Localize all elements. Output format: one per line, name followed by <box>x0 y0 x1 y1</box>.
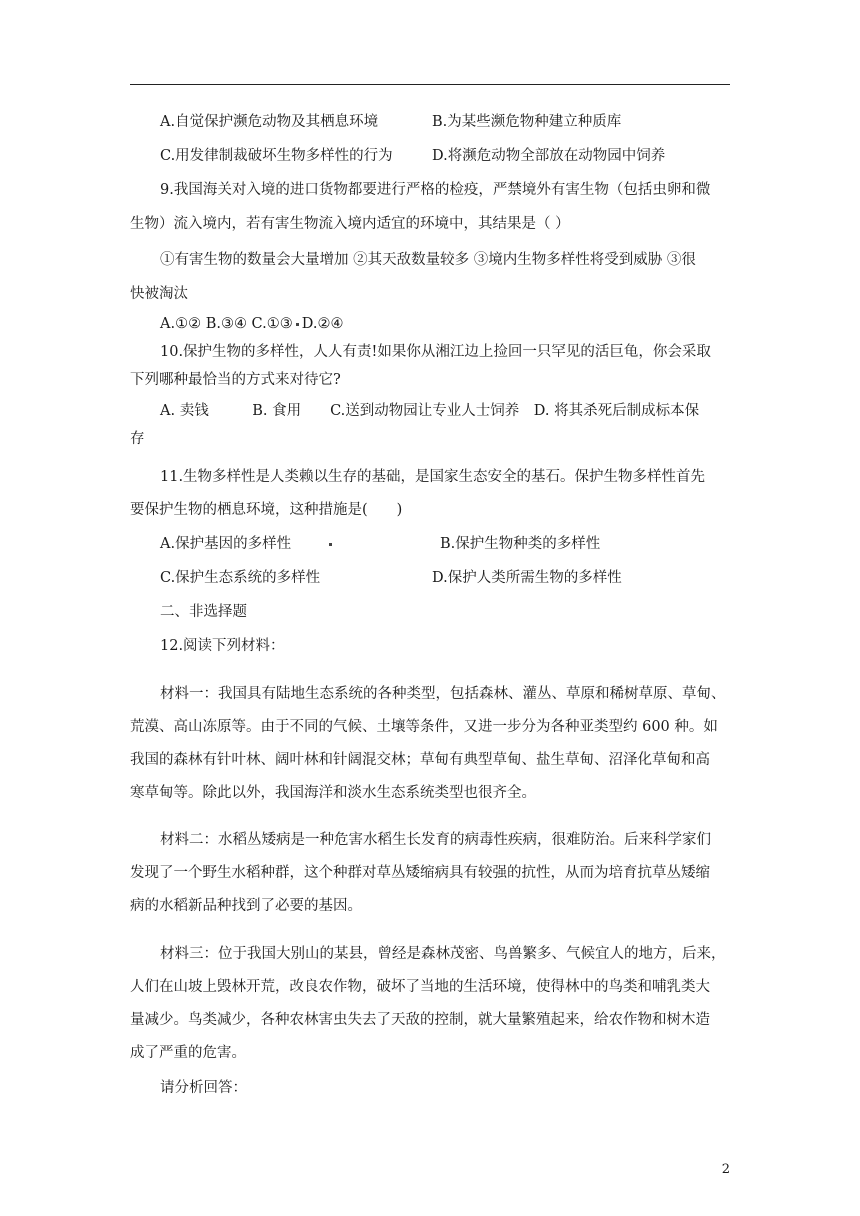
material3-line: 人们在山坡上毁林开荒，改良农作物，破坏了当地的生活环境，使得林中的鸟类和哺乳类大 <box>130 979 710 995</box>
q9-options <box>160 314 343 334</box>
q9-stem-line1: 9.我国海关对入境的进口货物都要进行严格的检疫，严禁境外有害生物（包括虫卵和微 <box>160 182 711 198</box>
material2-line: 材料二：水稻丛矮病是一种危害水稻生长发育的病毒性疾病，很难防治。后来科学家们 <box>160 832 711 848</box>
stray-mark <box>296 323 299 326</box>
q8-option-a: A.自觉保护濒危动物及其栖息环境 <box>160 114 379 130</box>
q9-stem-line2: 生物）流入境内，若有害生物流入境内适宜的环境中，其结果是（ ） <box>130 216 570 232</box>
q11-option-c: C.保护生态系统的多样性 <box>160 570 321 586</box>
q12-title: 12.阅读下列材料： <box>160 638 285 654</box>
q11-option-a: A.保护基因的多样性 <box>160 536 292 552</box>
q11-stem-line1: 11.生物多样性是人类赖以生存的基础，是国家生态安全的基石。保护生物多样性首先 <box>160 469 706 485</box>
q8-option-c: C.用发律制裁破坏生物多样性的行为 <box>160 148 393 164</box>
q11-option-d: D.保护人类所需生物的多样性 <box>432 570 622 586</box>
material1-line: 寒草甸等。除此以外，我国海洋和淡水生态系统类型也很齐全。 <box>130 785 536 801</box>
q11-option-b: B.保护生物种类的多样性 <box>440 536 601 552</box>
stray-mark <box>329 543 332 546</box>
q8-option-b: B.为某些濒危物种建立种质库 <box>432 114 622 130</box>
material2-line: 发现了一个野生水稻种群，这个种群对草丛矮缩病具有较强的抗性，从而为培育抗草丛矮缩 <box>130 865 710 881</box>
q10-stem-line1: 10.保护生物的多样性，人人有责!如果你从湘江边上捡回一只罕见的活巨龟，你会采取 <box>160 344 711 360</box>
material3-line: 量减少。鸟类减少，各种农林害虫失去了天敌的控制，就大量繁殖起来，给农作物和树木造 <box>130 1012 710 1028</box>
q8-option-d: D.将濒危动物全部放在动物园中饲养 <box>432 148 666 164</box>
section-heading: 二、非选择题 <box>160 604 247 620</box>
q11-stem-line2: 要保护生物的栖息环境，这种措施是( ) <box>130 502 403 518</box>
q10-options: A. 卖钱 B. 食用 C.送到动物园让专业人士饲养 D. 将其杀死后制成标本保 <box>160 403 700 419</box>
page-number: 2 <box>721 1162 730 1177</box>
material1-line: 材料一：我国具有陆地生态系统的各种类型，包括森林、灌丛、草原和稀树草原、草甸、 <box>160 686 726 702</box>
q9-options-part2: D.②④ <box>301 316 344 332</box>
material3-line: 材料三：位于我国大别山的某县，曾经是森林茂密、鸟兽繁多、气候宜人的地方，后来， <box>160 946 726 962</box>
material1-line: 我国的森林有针叶林、阔叶林和针阔混交林；草甸有典型草甸、盐生草甸、沼泽化草甸和高 <box>130 752 710 768</box>
q9-statements-line2: 快被淘汰 <box>130 286 188 302</box>
header-rule <box>130 84 730 85</box>
q9-statements-line1: ①有害生物的数量会大量增加 ②其天敌数量较多 ③境内生物多样性将受到威胁 ③很 <box>160 252 696 268</box>
q9-options-part1: A.①② B.③④ C.①③ <box>160 316 293 332</box>
analysis-prompt: 请分析回答： <box>160 1080 247 1096</box>
material1-line: 荒漠、高山冻原等。由于不同的气候、土壤等条件，又进一步分为各种亚类型约 600 种。如 <box>130 719 718 735</box>
material2-line: 病的水稻新品种找到了必要的基因。 <box>130 898 362 914</box>
material3-line: 成了严重的危害。 <box>130 1045 246 1061</box>
q10-stem-line2: 下列哪种最恰当的方式来对待它? <box>130 372 341 388</box>
q10-options-cont: 存 <box>130 431 145 447</box>
